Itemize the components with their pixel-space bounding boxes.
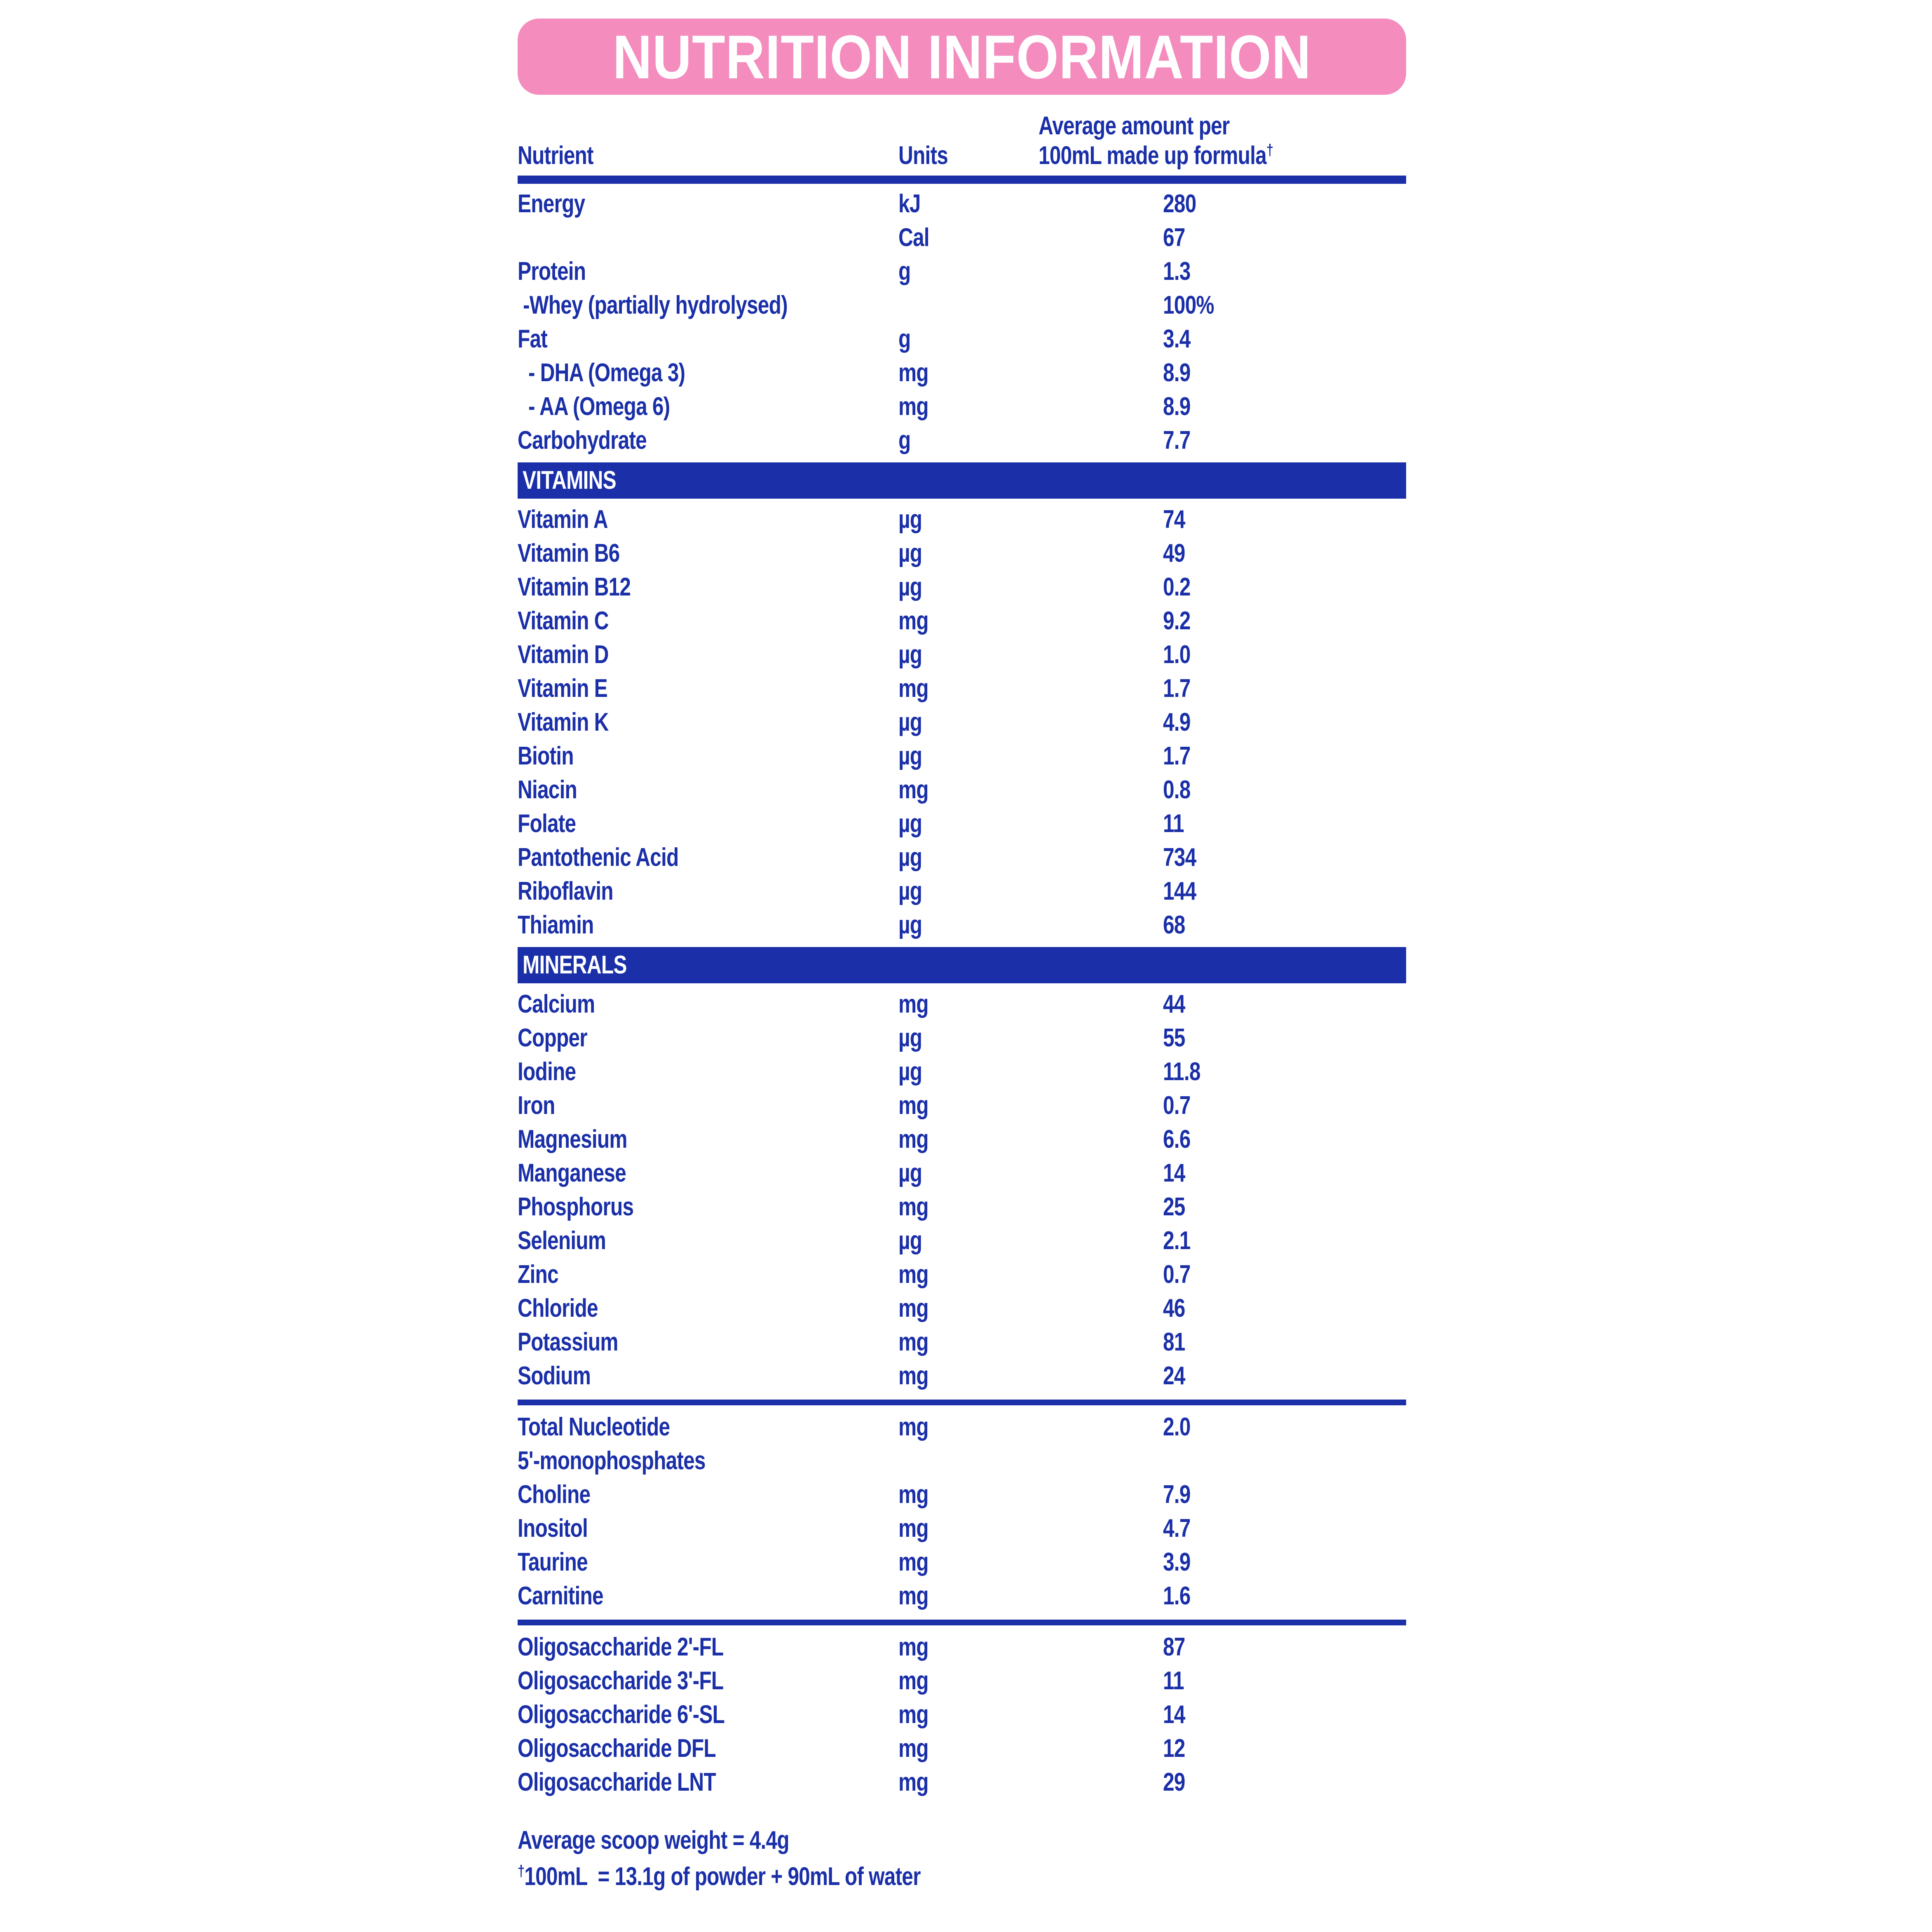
dagger-symbol: † [518, 1862, 525, 1880]
nutrient-name: Pantothenic Acid [518, 843, 679, 872]
table-row [518, 1258, 1406, 1292]
unit-cell: mg [898, 392, 928, 421]
nutrient-name: Chloride [518, 1294, 598, 1322]
amount-cell: 734 [1163, 843, 1196, 872]
table-row [518, 1545, 1406, 1579]
table-row [518, 807, 1406, 841]
table-row [518, 537, 1406, 570]
table-row [518, 1512, 1406, 1545]
nutrient-name: Selenium [518, 1226, 606, 1255]
section-header-label: MINERALS [523, 951, 627, 979]
unit-cell: mg [898, 359, 928, 387]
unit-cell: mg [898, 1514, 928, 1543]
nutrient-name: Vitamin C [518, 607, 609, 635]
nutrient-name: Sodium [518, 1362, 591, 1390]
table-row [518, 1190, 1406, 1224]
nutrient-name: Phosphorus [518, 1193, 634, 1221]
nutrient-name: Zinc [518, 1260, 558, 1289]
amount-cell: 3.4 [1163, 325, 1191, 353]
amount-cell: 46 [1163, 1294, 1185, 1322]
amount-cell: 1.6 [1163, 1582, 1191, 1610]
unit-cell: mg [898, 1125, 928, 1154]
unit-cell: mg [898, 1768, 928, 1796]
table-row [518, 841, 1406, 875]
table-row [518, 221, 1406, 255]
table-row [518, 1224, 1406, 1258]
footnote-scoop-weight: Average scoop weight = 4.4g [518, 1826, 789, 1855]
nutrient-name: Fat [518, 325, 547, 353]
amount-cell: 1.7 [1163, 674, 1191, 703]
section-header-vitamins [518, 462, 1406, 499]
unit-cell: g [898, 426, 911, 455]
nutrient-name [518, 221, 898, 255]
amount-cell: 0.7 [1163, 1091, 1191, 1120]
nutrient-name: Choline [518, 1480, 591, 1509]
table-row [518, 288, 1406, 322]
panel-title-bar [518, 19, 1406, 95]
table-row [518, 356, 1406, 390]
table-row [518, 908, 1406, 942]
table-row [518, 503, 1406, 537]
unit-cell: µg [898, 1226, 922, 1255]
amount-cell: 29 [1163, 1768, 1185, 1796]
nutrient-name: Protein [518, 257, 586, 286]
table-row [518, 1664, 1406, 1698]
unit-cell: mg [898, 1260, 928, 1289]
footnotes [518, 1822, 1406, 1895]
nutrient-name: Oligosaccharide 6'-SL [518, 1700, 725, 1729]
table-row [518, 390, 1406, 424]
nutrient-name: Taurine [518, 1548, 588, 1576]
nutrient-name: Vitamin E [518, 674, 607, 703]
table-row [518, 604, 1406, 638]
unit-cell: mg [898, 776, 928, 804]
section-header-label: VITAMINS [523, 466, 616, 495]
unit-cell: mg [898, 1548, 928, 1576]
amount-cell: 24 [1163, 1362, 1185, 1390]
column-header-amount: Average amount per 100mL made up formula† [1039, 112, 1273, 170]
unit-cell: mg [898, 607, 928, 635]
amount-cell: 8.9 [1163, 359, 1191, 387]
table-row [518, 1410, 1406, 1478]
nutrient-name: Vitamin A [518, 505, 608, 534]
unit-cell: µg [898, 877, 922, 905]
unit-cell: µg [898, 708, 922, 736]
section-divider [518, 1400, 1406, 1405]
unit-cell: mg [898, 1633, 928, 1661]
amount-cell: 9.2 [1163, 607, 1191, 635]
nutrient-name: Magnesium [518, 1125, 627, 1154]
table-row [518, 1055, 1406, 1089]
unit-cell: µg [898, 809, 922, 838]
nutrient-name: Calcium [518, 990, 595, 1018]
amount-cell: 0.8 [1163, 776, 1191, 804]
table-row [518, 1359, 1406, 1393]
unit-cell: kJ [898, 190, 921, 218]
amount-cell: 11 [1163, 1667, 1184, 1695]
nutrient-name: Vitamin K [518, 708, 609, 736]
nutrient-name: - DHA (Omega 3) [518, 359, 685, 387]
nutrient-name: Niacin [518, 776, 577, 804]
unit-cell: mg [898, 674, 928, 703]
amount-cell: 12 [1163, 1734, 1185, 1763]
amount-cell: 1.3 [1163, 257, 1191, 286]
unit-cell: mg [898, 1193, 928, 1221]
amount-cell: 2.1 [1163, 1226, 1191, 1255]
amount-cell: 8.9 [1163, 392, 1191, 421]
table-row [518, 672, 1406, 706]
unit-cell: mg [898, 1480, 928, 1509]
table-row [518, 187, 1406, 221]
nutrient-name: Manganese [518, 1159, 626, 1187]
nutrient-name: - AA (Omega 6) [518, 392, 670, 421]
amount-cell: 14 [1163, 1159, 1185, 1187]
nutrient-name: Vitamin B6 [518, 539, 620, 567]
table-row [518, 424, 1406, 457]
table-row [518, 1732, 1406, 1766]
table-row [518, 638, 1406, 672]
amount-cell: 144 [1163, 877, 1196, 905]
unit-cell: µg [898, 843, 922, 872]
nutrient-name: Carbohydrate [518, 426, 647, 455]
amount-cell: 67 [1163, 223, 1185, 252]
table-row [518, 1292, 1406, 1325]
table-body [518, 187, 1406, 1799]
unit-cell: µg [898, 1159, 922, 1187]
table-row [518, 773, 1406, 807]
table-row [518, 1123, 1406, 1156]
section-divider [518, 1620, 1406, 1625]
nutrient-name: Oligosaccharide 2'-FL [518, 1633, 724, 1661]
table-row [518, 322, 1406, 356]
column-header-nutrient: Nutrient [518, 141, 593, 170]
amount-cell: 55 [1163, 1024, 1185, 1052]
section-header-minerals [518, 947, 1406, 983]
header-rule [518, 176, 1406, 184]
nutrient-name: Energy [518, 190, 585, 218]
table-row [518, 1089, 1406, 1123]
unit-cell: mg [898, 1091, 928, 1120]
table-row [518, 1579, 1406, 1613]
nutrient-name: Oligosaccharide 3'-FL [518, 1667, 724, 1695]
amount-cell: 1.0 [1163, 640, 1191, 669]
amount-cell: 1.7 [1163, 742, 1191, 770]
unit-cell: mg [898, 1582, 928, 1610]
unit-cell: µg [898, 505, 922, 534]
amount-cell: 7.9 [1163, 1480, 1191, 1509]
table-row [518, 1325, 1406, 1359]
table-row [518, 255, 1406, 288]
column-headers [518, 101, 1406, 171]
unit-cell: mg [898, 1667, 928, 1695]
unit-cell: mg [898, 1413, 928, 1441]
nutrient-name: Potassium [518, 1328, 618, 1356]
table-row [518, 1021, 1406, 1055]
unit-cell: mg [898, 1294, 928, 1322]
nutrient-name: Iodine [518, 1057, 576, 1086]
table-row [518, 1630, 1406, 1664]
unit-cell: mg [898, 1362, 928, 1390]
unit-cell: mg [898, 1328, 928, 1356]
table-row [518, 987, 1406, 1021]
amount-cell: 44 [1163, 990, 1185, 1018]
amount-cell: 280 [1163, 190, 1196, 218]
nutrient-name: Copper [518, 1024, 587, 1052]
unit-cell: µg [898, 742, 922, 770]
nutrition-panel [518, 19, 1406, 1895]
nutrient-name: Vitamin B12 [518, 573, 631, 601]
amount-cell: 7.7 [1163, 426, 1191, 455]
nutrient-name: Biotin [518, 742, 574, 770]
amount-cell: 4.9 [1163, 708, 1191, 736]
unit-cell: g [898, 325, 911, 353]
nutrient-name: Vitamin D [518, 640, 609, 669]
amount-cell: 3.9 [1163, 1548, 1191, 1576]
nutrient-name: Carnitine [518, 1582, 603, 1610]
amount-cell: 68 [1163, 911, 1185, 939]
table-row [518, 570, 1406, 604]
table-row [518, 1766, 1406, 1799]
amount-cell: 100% [1163, 291, 1214, 319]
unit-cell: Cal [898, 223, 929, 252]
unit-cell: mg [898, 1734, 928, 1763]
table-row [518, 1478, 1406, 1512]
amount-cell: 81 [1163, 1328, 1185, 1356]
amount-cell: 87 [1163, 1633, 1185, 1661]
amount-cell: 11 [1163, 809, 1184, 838]
unit-cell: µg [898, 1057, 922, 1086]
unit-cell: µg [898, 539, 922, 567]
amount-cell: 0.7 [1163, 1260, 1191, 1289]
table-row [518, 1698, 1406, 1732]
footnote-preparation: †100mL = 13.1g of powder + 90mL of water [518, 1862, 921, 1891]
unit-cell: µg [898, 1024, 922, 1052]
nutrient-name: Thiamin [518, 911, 594, 939]
unit-cell: mg [898, 990, 928, 1018]
nutrient-name: -Whey (partially hydrolysed) [518, 291, 788, 319]
table-row [518, 875, 1406, 908]
amount-cell: 49 [1163, 539, 1185, 567]
nutrient-name: Folate [518, 809, 576, 838]
amount-cell: 11.8 [1163, 1057, 1200, 1086]
nutrient-name: Total Nucleotide 5'-monophosphates [518, 1410, 898, 1478]
amount-cell: 0.2 [1163, 573, 1191, 601]
amount-cell: 2.0 [1163, 1413, 1191, 1441]
amount-cell: 74 [1163, 505, 1185, 534]
unit-cell [898, 288, 1163, 322]
table-row [518, 706, 1406, 739]
unit-cell: g [898, 257, 911, 286]
dagger-symbol: † [1266, 141, 1273, 159]
nutrient-name: Inositol [518, 1514, 588, 1543]
column-header-units: Units [898, 141, 948, 170]
table-row [518, 739, 1406, 773]
amount-cell: 14 [1163, 1700, 1185, 1729]
unit-cell: µg [898, 911, 922, 939]
amount-cell: 4.7 [1163, 1514, 1191, 1543]
nutrient-name-line2: 5'-monophosphates [518, 1447, 706, 1475]
amount-cell: 6.6 [1163, 1125, 1191, 1154]
unit-cell: mg [898, 1700, 928, 1729]
panel-title: NUTRITION INFORMATION [612, 22, 1311, 91]
amount-cell: 25 [1163, 1193, 1185, 1221]
table-row [518, 1156, 1406, 1190]
nutrient-name: Riboflavin [518, 877, 613, 905]
nutrient-name: Oligosaccharide LNT [518, 1768, 716, 1796]
nutrient-name: Iron [518, 1091, 555, 1120]
unit-cell: µg [898, 640, 922, 669]
unit-cell: µg [898, 573, 922, 601]
nutrient-name: Oligosaccharide DFL [518, 1734, 716, 1763]
